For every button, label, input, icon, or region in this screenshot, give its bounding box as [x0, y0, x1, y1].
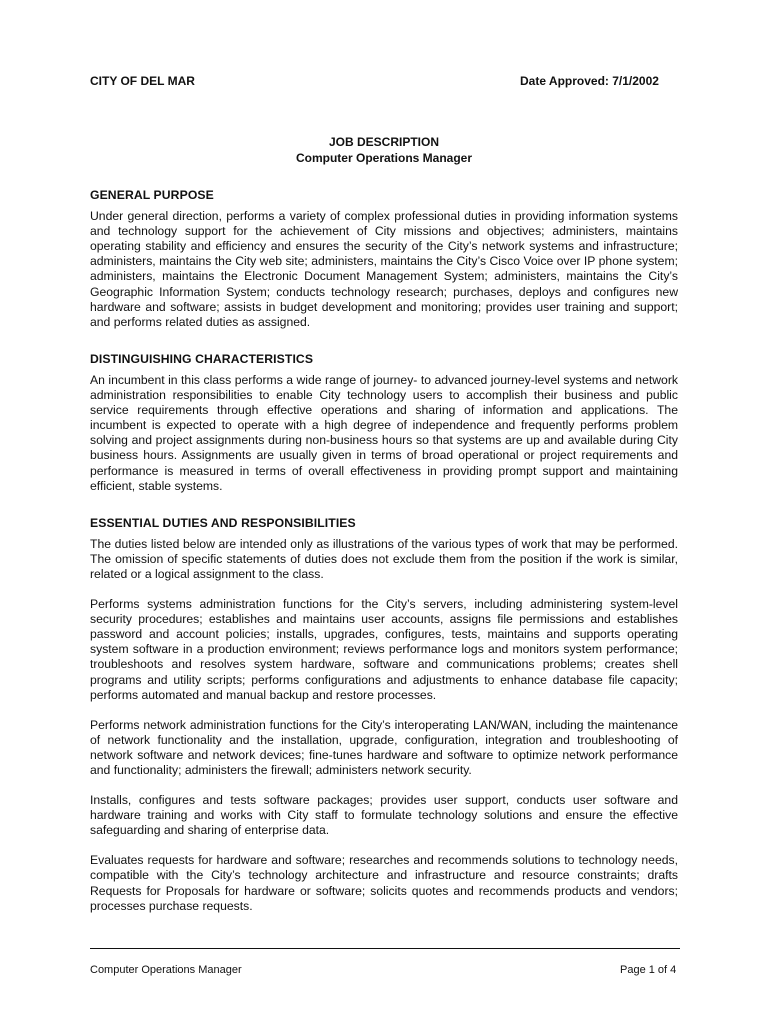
paragraph-duties-intro: The duties listed below are intended only as illustrations of the various types of work that may be performed. The omission of specific statements of duties does not exclude them from the position if the work is similar, related or a logical assignment to the class. — [90, 536, 678, 581]
footer-page-number: Page 1 of 4 — [620, 964, 677, 976]
document-body — [90, 188, 678, 914]
document-title — [0, 134, 768, 166]
heading-general-purpose: GENERAL PURPOSE — [90, 188, 214, 202]
heading-distinguishing-characteristics: DISTINGUISHING CHARACTERISTICS — [90, 351, 314, 366]
paragraph-distinguishing-characteristics: An incumbent in this class performs a wide range of journey- to advanced journey-level systems and network administration responsibilities to enable City technology users to accomplish their business and public service requirements through effective operations and sharing of information and applications. The incumbent is expected to operate with a high degree of independence and frequently performs problem solving and project assignments during non-business hours so that systems are up and available during City business hours. Assignments are usually given in terms of broad operational or project requirements and performance is measured in terms of overall effectiveness in providing prompt support and maintaining efficient, stable systems. — [90, 372, 678, 493]
footer-divider — [90, 948, 680, 949]
paragraph-general-purpose: Under general direction, performs a variety of complex professional duties in providing information systems and technology support for the achievement of City missions and objectives; administers, maintains operating stability and efficiency and ensures the security of the City’s network systems and infrastructure; administers, maintains the City web site; administers, maintains the City’s Cisco Voice over IP phone system; administers, maintains the Electronic Document Management System; administers, maintains the City’s Geographic Information System; conducts technology research; purchases, deploys and configures new hardware and software; assists in budget development and monitoring; provides user training and support; and performs related duties as assigned. — [90, 209, 678, 329]
title-line-position: Computer Operations Manager — [295, 151, 473, 165]
paragraph-systems-administration: Performs systems administration functions for the City’s servers, including administering system-level security procedures; establishes and maintains user accounts, assigns file permissions and establishes password and account policies; installs, upgrades, configures, tests, maintains and supports operating system software in a production environment; reviews performance logs and monitors system performance; troubleshoots and resolves system hardware, software and communications problems; creates shell programs and utility scripts; performs configurations and adjustments to enhance database file capacity; performs automated and manual backup and restore processes. — [90, 597, 678, 702]
paragraph-network-administration: Performs network administration functions for the City’s interoperating LAN/WAN, including the maintenance of network functionality and the installation, upgrade, configuration, integration and troubleshooting of network software and network devices; fine-tunes hardware and software to optimize network performance and functionality; administers the firewall; administers network security. — [90, 717, 678, 777]
organization-name: CITY OF DEL MAR — [90, 74, 195, 88]
title-line-job-description: JOB DESCRIPTION — [328, 135, 439, 149]
heading-essential-duties: ESSENTIAL DUTIES AND RESPONSIBILITIES — [90, 515, 356, 530]
paragraph-software-packages: Installs, configures and tests software packages; provides user support, conducts user software and hardware training and works with City staff to formulate technology solutions and ensure the effective safeguarding and sharing of enterprise data. — [90, 793, 678, 838]
date-approved: Date Approved: 7/1/2002 — [520, 74, 659, 88]
paragraph-hardware-requests: Evaluates requests for hardware and software; researches and recommends solutions to technology needs, compatible with the City’s technology architecture and infrastructure and resource constraints; drafts Requests for Proposals for hardware or software; solicits quotes and recommends products and vendors; processes purchase requests. — [90, 853, 678, 913]
footer-document-name: Computer Operations Manager — [90, 964, 242, 976]
